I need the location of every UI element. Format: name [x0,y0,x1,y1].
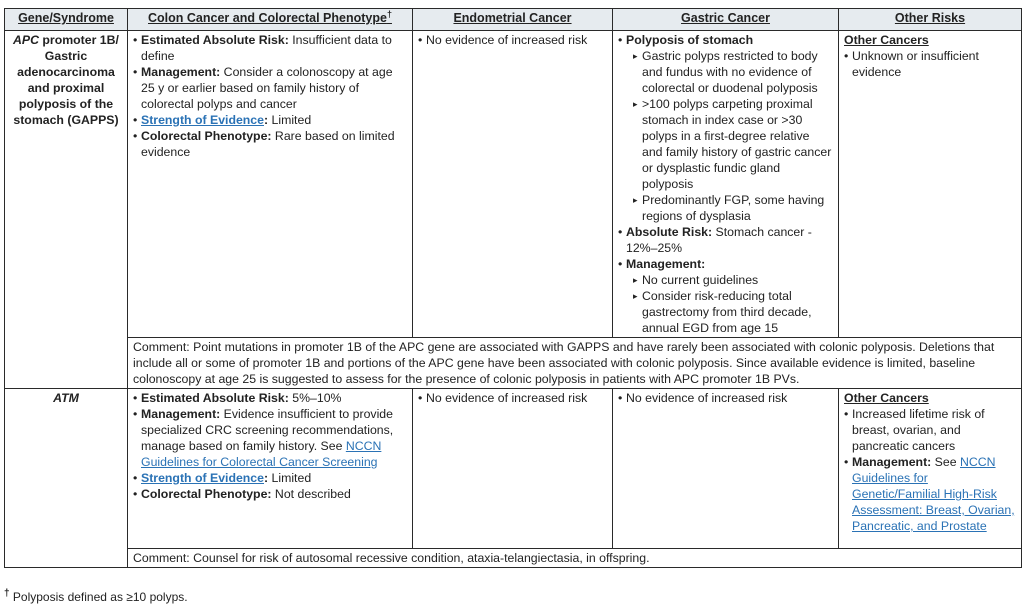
value: Limited [271,113,312,127]
header-other: Other Risks [839,9,1022,31]
header-endometrial: Endometrial Cancer [413,9,613,31]
value: Rare based on limited evidence [141,129,395,159]
other-cancers-heading: Other Cancers [844,391,929,405]
nccn-high-risk-assessment-link[interactable]: NCCN Guidelines for Genetic/Familial High-Risk Assessment: Breast, Ovarian, Pancreatic, and Prostate [852,455,1015,533]
syndrome-name: Gastric adenocarcinoma and proximal polyposis of the stomach (GAPPS) [13,49,119,127]
sub-list-item: ▸ >100 polyps carpeting proximal stomach in index case or >30 polyps in a first-degree relative and family history of gastric cancer or dysplastic fundic gland polyposis [632,96,833,192]
value: Limited [271,471,312,485]
label: Absolute Risk: [626,225,713,239]
other-cell-atm [839,389,1022,549]
list-item [133,390,407,406]
sub-list-item: ▸ Consider risk-reducing total gastrectomy from third decade, annual EGD from age 15 [632,288,833,336]
colon-sep: : [264,471,272,485]
list-item: • No evidence of increased risk [418,32,607,48]
header-gene: Gene/Syndrome [5,9,128,31]
sub-list-item: ▸ No current guidelines [632,272,833,288]
footnote [4,586,188,605]
comment-row-atm [5,549,1022,568]
list-item [133,128,407,160]
strength-of-evidence-link[interactable]: Strength of Evidence [141,471,264,485]
header-gastric: Gastric Cancer [613,9,839,31]
nccn-colorectal-screening-link[interactable]: NCCN Guidelines for Colorectal Cancer Screening [141,439,382,469]
endometrial-cell-atm [413,389,613,549]
footnote-text: Polyposis defined as ≥10 polyps. [9,590,188,604]
list-item [133,112,407,128]
value: Insufficient data to define [141,33,392,63]
list-item [133,64,407,112]
comment-apc: Comment: Point mutations in promoter 1B of the APC gene are associated with GAPPS and have rarely been associated with colonic polyposis. Deletions that include all or some of promoter 1B and portions of the APC gene have been associated with colonic polyposis. Since available evidence is limited, baseline colonoscopy at age 25 is suggested to assess for the presence of colonic polyposis in patients with APC promoter 1B PVs. [128,338,1022,389]
strength-of-evidence-link[interactable]: Strength of Evidence [141,113,264,127]
label: Management: [141,407,221,421]
label: Colorectal Phenotype: [141,487,272,501]
list-item [618,256,833,336]
header-colon [128,9,413,31]
list-item [618,224,833,256]
comment-atm: Comment: Counsel for risk of autosomal recessive condition, ataxia-telangiectasia, in offspring. [128,549,1022,568]
list-item: • Increased lifetime risk of breast, ovarian, and pancreatic cancers [844,406,1016,454]
label: Polyposis of stomach [626,33,754,47]
gene-symbol: APC [13,33,39,47]
value: Evidence insufficient to provide specialized CRC screening recommendations, manage based on family history. See [141,407,394,453]
value: Not described [271,487,351,501]
other-cell-apc [839,31,1022,338]
label: Management: [626,257,706,271]
gastric-cell-atm [613,389,839,549]
table-row-apc [5,31,1022,338]
gene-name-part: promoter 1B/ [39,33,119,47]
label: Estimated Absolute Risk: [141,33,289,47]
list-item [844,454,1016,534]
gene-symbol: ATM [53,391,79,405]
gastric-cell-apc [613,31,839,338]
list-item: • Unknown or insufficient evidence [844,48,1016,80]
list-item [133,486,407,502]
value: See [931,455,960,469]
label: Management: [141,65,221,79]
list-item [133,470,407,486]
gene-cell-apc [5,31,128,389]
label: Colorectal Phenotype: [141,129,272,143]
sub-list-item: ▸ Predominantly FGP, some having regions of dysplasia [632,192,833,224]
list-item: • No evidence of increased risk [418,390,607,406]
list-item: • No evidence of increased risk [618,390,833,406]
dagger-mark: † [386,8,392,19]
list-item [133,406,407,470]
header-colon-label: Colon Cancer and Colorectal Phenotype [148,11,387,25]
gene-cell-atm [5,389,128,568]
table-row-atm [5,389,1022,549]
list-item [133,32,407,64]
colon-cell-apc [128,31,413,338]
label: Management: [852,455,932,469]
comment-row-apc [5,338,1022,389]
list-item [618,32,833,224]
colon-cell-atm [128,389,413,549]
colon-sep: : [264,113,272,127]
dagger-mark: † [4,588,10,599]
value: Consider a colonoscopy at age 25 y or earlier based on family history of colorectal polyps and cancer [141,65,393,111]
value: 5%–10% [288,391,342,405]
value: Stomach cancer - 12%–25% [626,225,812,255]
gene-risk-table [4,8,1022,568]
header-row [5,9,1022,31]
label: Estimated Absolute Risk: [141,391,289,405]
endometrial-cell-apc [413,31,613,338]
sub-list-item: ▸ Gastric polyps restricted to body and fundus with no evidence of colorectal or duodenal polyposis [632,48,833,96]
other-cancers-heading: Other Cancers [844,33,929,47]
